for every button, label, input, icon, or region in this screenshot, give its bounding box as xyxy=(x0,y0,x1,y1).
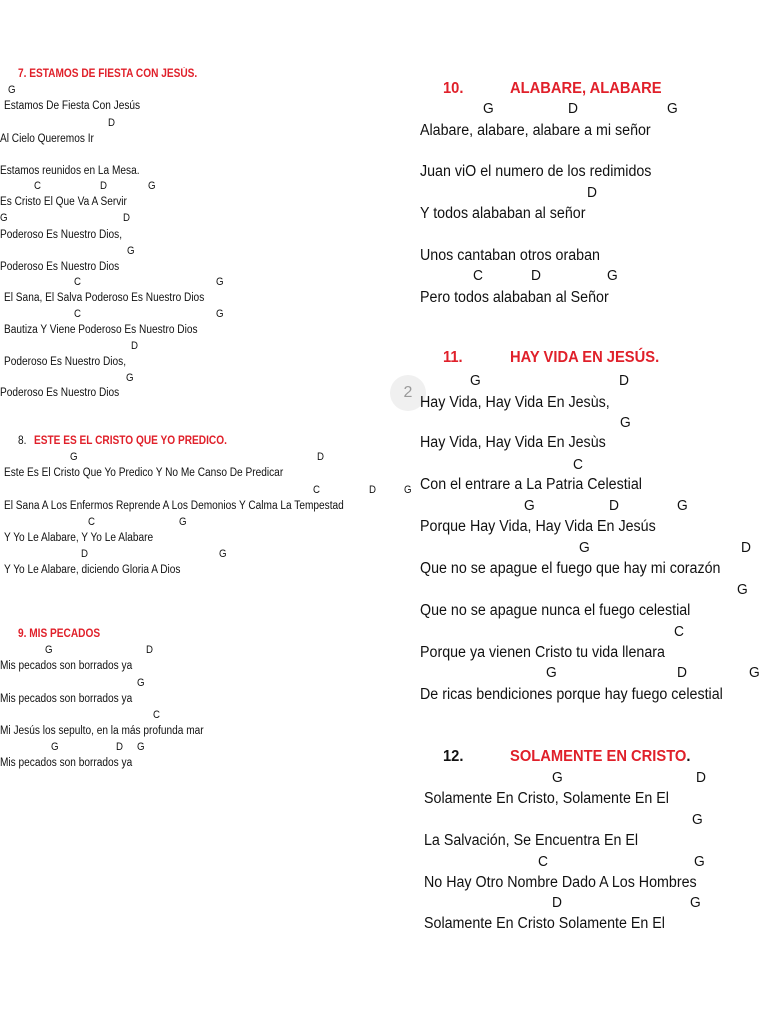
lyric-line: No Hay Otro Nombre Dado A Los Hombres xyxy=(424,874,697,891)
chord: D xyxy=(619,372,629,389)
chord: D xyxy=(81,548,88,560)
song-number-8: 8. xyxy=(18,435,27,447)
song-title-8: ESTE ES EL CRISTO QUE YO PREDICO. xyxy=(34,435,227,447)
chord: G xyxy=(179,516,187,528)
chord: G xyxy=(667,100,678,117)
chord: G xyxy=(546,664,557,681)
chord: C xyxy=(473,267,483,284)
lyric-line: Mis pecados son borrados ya xyxy=(0,757,133,769)
chord: D xyxy=(131,340,138,352)
chord: C xyxy=(573,456,583,473)
chord: D xyxy=(369,484,376,496)
song-title-12: SOLAMENTE EN CRISTO xyxy=(510,748,687,765)
chord: D xyxy=(116,741,123,753)
lyric-line: Poderoso Es Nuestro Dios xyxy=(0,387,120,399)
lyric-line: El Sana, El Salva Poderoso Es Nuestro Dios xyxy=(4,292,205,304)
chord: G xyxy=(692,811,703,828)
lyric-line: Al Cielo Queremos Ir xyxy=(0,133,94,145)
chord: G xyxy=(8,84,16,96)
chord: D xyxy=(100,180,107,192)
chord: G xyxy=(216,276,224,288)
lyric-line: Alabare, alabare, alabare a mi señor xyxy=(420,122,651,139)
chord: C xyxy=(674,623,684,640)
song-number-12: 12. xyxy=(443,748,464,765)
lyric-line: Con el entrare a La Patria Celestial xyxy=(420,476,642,493)
lyric-line: Solamente En Cristo, Solamente En El xyxy=(424,790,669,807)
chord: G xyxy=(126,372,134,384)
chord: C xyxy=(34,180,41,192)
chord: D xyxy=(696,769,706,786)
chord: D xyxy=(741,539,751,556)
lyric-line: Poderoso Es Nuestro Dios, xyxy=(0,229,123,241)
lyric-line: Poderoso Es Nuestro Dios xyxy=(0,261,120,273)
chord: G xyxy=(524,497,535,514)
chord: G xyxy=(0,212,8,224)
chord: G xyxy=(552,769,563,786)
song-number-11: 11. xyxy=(443,349,463,366)
lyric-line: Que no se apague nunca el fuego celestial xyxy=(420,602,691,619)
chord: C xyxy=(153,709,160,721)
chord: G xyxy=(219,548,227,560)
chord: D xyxy=(587,184,597,201)
song-title-12-wrap xyxy=(510,749,690,765)
lyric-line: Mi Jesús los sepulto, en la más profunda mar xyxy=(0,725,204,737)
song-title-12-dot: . xyxy=(686,748,691,765)
lyric-line: La Salvación, Se Encuentra En El xyxy=(424,832,639,849)
lyric-line: Juan viO el numero de los redimidos xyxy=(420,163,652,180)
chord: D xyxy=(317,451,324,463)
lyric-line: Que no se apague el fuego que hay mi corazón xyxy=(420,560,721,577)
lyric-line: Y Yo Le Alabare, Y Yo Le Alabare xyxy=(4,532,154,544)
chord: D xyxy=(552,894,562,911)
chord: D xyxy=(123,212,130,224)
chord: G xyxy=(51,741,59,753)
chord: G xyxy=(148,180,156,192)
lyric-line: Poderoso Es Nuestro Dios, xyxy=(4,356,127,368)
lyric-line: Este Es El Cristo Que Yo Predico Y No Me Canso De Predicar xyxy=(4,467,284,479)
lyric-line: Porque ya vienen Cristo tu vida llenara xyxy=(420,644,665,661)
chord: G xyxy=(137,677,145,689)
chord: G xyxy=(404,484,412,496)
song-number-10: 10. xyxy=(443,80,464,97)
chord: D xyxy=(146,644,153,656)
chord: G xyxy=(749,664,760,681)
lyric-line: Mis pecados son borrados ya xyxy=(0,660,133,672)
lyric-line: Estamos De Fiesta Con Jesús xyxy=(4,100,141,112)
page-number: 2 xyxy=(390,375,426,411)
chord: G xyxy=(607,267,618,284)
chord: D xyxy=(568,100,578,117)
song-title-10: ALABARE, ALABARE xyxy=(510,80,662,97)
lyric-line: Unos cantaban otros oraban xyxy=(420,247,600,264)
lyric-line: Hay Vida, Hay Vida En Jesùs, xyxy=(420,394,610,411)
chord: G xyxy=(677,497,688,514)
chord: G xyxy=(694,853,705,870)
song-title-9: 9. MIS PECADOS xyxy=(18,628,101,640)
chord: C xyxy=(88,516,95,528)
lyric-line: Y todos alababan al señor xyxy=(420,205,586,222)
lyric-line: De ricas bendiciones porque hay fuego celestial xyxy=(420,686,723,703)
lyric-line: Mis pecados son borrados ya xyxy=(0,693,133,705)
chord: D xyxy=(531,267,541,284)
song-title-11: HAY VIDA EN JESÚS. xyxy=(510,349,660,366)
song-title-7: 7. ESTAMOS DE FIESTA CON JESÚS. xyxy=(18,68,198,80)
lyric-line: Pero todos alababan al Señor xyxy=(420,289,609,306)
lyric-line: Es Cristo El Que Va A Servir xyxy=(0,196,127,208)
lyric-line: Y Yo Le Alabare, diciendo Gloria A Dios xyxy=(4,564,181,576)
chord: D xyxy=(677,664,687,681)
lyric-line: Porque Hay Vida, Hay Vida En Jesús xyxy=(420,518,656,535)
lyric-line: Hay Vida, Hay Vida En Jesùs xyxy=(420,434,606,451)
chord: C xyxy=(313,484,320,496)
chord: G xyxy=(137,741,145,753)
chord: G xyxy=(45,644,53,656)
chord: G xyxy=(127,245,135,257)
chord: D xyxy=(108,117,115,129)
lyric-line: Estamos reunidos en La Mesa. xyxy=(0,165,140,177)
chord: G xyxy=(483,100,494,117)
chord: G xyxy=(579,539,590,556)
chord: C xyxy=(538,853,548,870)
lyric-line: Solamente En Cristo Solamente En El xyxy=(424,915,665,932)
chord: G xyxy=(690,894,701,911)
chord: G xyxy=(737,581,748,598)
chord: C xyxy=(74,308,81,320)
chord: G xyxy=(70,451,78,463)
chord: G xyxy=(620,414,631,431)
chord: G xyxy=(470,372,481,389)
chord: G xyxy=(216,308,224,320)
chord: C xyxy=(74,276,81,288)
chord: D xyxy=(609,497,619,514)
lyric-line: Bautiza Y Viene Poderoso Es Nuestro Dios xyxy=(4,324,198,336)
lyric-line: El Sana A Los Enfermos Reprende A Los Demonios Y Calma La Tempestad xyxy=(4,500,344,512)
